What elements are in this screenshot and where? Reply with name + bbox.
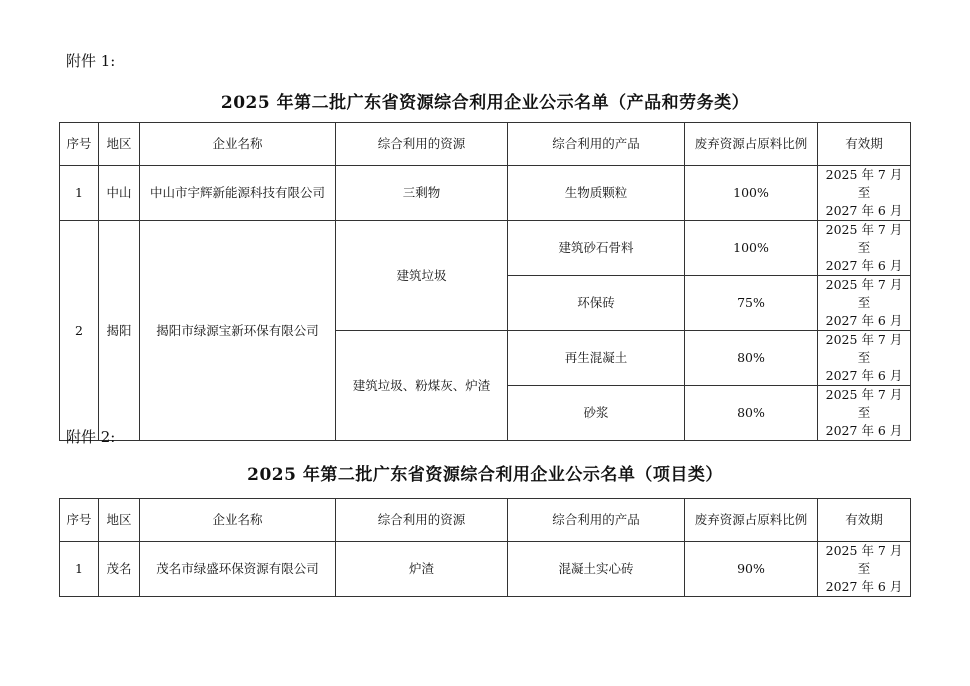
attachment-2-label: 附件 2: [66,428,116,446]
cell-ratio: 80% [685,386,818,441]
cell-validity [818,166,911,221]
cell-product: 环保砖 [508,276,685,331]
validity-line2: 2027 年 6 月 [825,368,903,383]
header-ratio: 废弃资源占原料比例 [685,499,818,542]
cell-seq: 1 [60,166,99,221]
cell-company: 揭阳市绿源宝新环保有限公司 [140,221,336,441]
header-region: 地区 [99,123,140,166]
table-row [60,542,911,597]
validity-line1: 2025 年 7 月至 [825,277,903,310]
cell-ratio: 75% [685,276,818,331]
header-validity: 有效期 [818,123,911,166]
header-ratio: 废弃资源占原料比例 [685,123,818,166]
cell-company: 茂名市绿盛环保资源有限公司 [140,542,336,597]
validity-line1: 2025 年 7 月至 [825,332,903,365]
cell-validity [818,276,911,331]
cell-resource: 炉渣 [336,542,508,597]
attachment-2-title: 2025 年第二批广东省资源综合利用企业公示名单（项目类） [247,465,723,485]
table-header-row [60,123,911,166]
validity-line1: 2025 年 7 月至 [825,167,903,200]
attachment-1-label: 附件 1: [66,52,116,70]
cell-validity [818,542,911,597]
table-row [60,166,911,221]
cell-ratio: 80% [685,331,818,386]
validity-line2: 2027 年 6 月 [825,423,903,438]
cell-resource: 建筑垃圾、粉煤灰、炉渣 [336,331,508,441]
cell-ratio: 100% [685,221,818,276]
cell-resource: 三剩物 [336,166,508,221]
cell-validity [818,386,911,441]
table-row [60,221,911,276]
cell-region: 揭阳 [99,221,140,441]
cell-region: 中山 [99,166,140,221]
header-company: 企业名称 [140,499,336,542]
validity-line2: 2027 年 6 月 [825,313,903,328]
cell-resource: 建筑垃圾 [336,221,508,331]
header-product: 综合利用的产品 [508,123,685,166]
attachment-1-table [59,122,911,441]
cell-product: 生物质颗粒 [508,166,685,221]
validity-line2: 2027 年 6 月 [825,579,903,594]
attachment-2-table [59,498,911,597]
validity-line1: 2025 年 7 月至 [825,222,903,255]
header-resource: 综合利用的资源 [336,499,508,542]
cell-company: 中山市宇辉新能源科技有限公司 [140,166,336,221]
cell-product: 再生混凝土 [508,331,685,386]
header-resource: 综合利用的资源 [336,123,508,166]
validity-line2: 2027 年 6 月 [825,258,903,273]
cell-seq: 1 [60,542,99,597]
cell-region: 茂名 [99,542,140,597]
header-seq: 序号 [60,499,99,542]
cell-product: 建筑砂石骨料 [508,221,685,276]
header-seq: 序号 [60,123,99,166]
cell-product: 砂浆 [508,386,685,441]
table-header-row [60,499,911,542]
cell-validity [818,331,911,386]
cell-validity [818,221,911,276]
validity-line2: 2027 年 6 月 [825,203,903,218]
header-region: 地区 [99,499,140,542]
attachment-1-title: 2025 年第二批广东省资源综合利用企业公示名单（产品和劳务类） [220,93,750,113]
header-validity: 有效期 [818,499,911,542]
cell-seq: 2 [60,221,99,441]
validity-line1: 2025 年 7 月至 [825,387,903,420]
cell-ratio: 90% [685,542,818,597]
cell-ratio: 100% [685,166,818,221]
header-company: 企业名称 [140,123,336,166]
validity-line1: 2025 年 7 月至 [825,543,903,576]
header-product: 综合利用的产品 [508,499,685,542]
cell-product: 混凝土实心砖 [508,542,685,597]
